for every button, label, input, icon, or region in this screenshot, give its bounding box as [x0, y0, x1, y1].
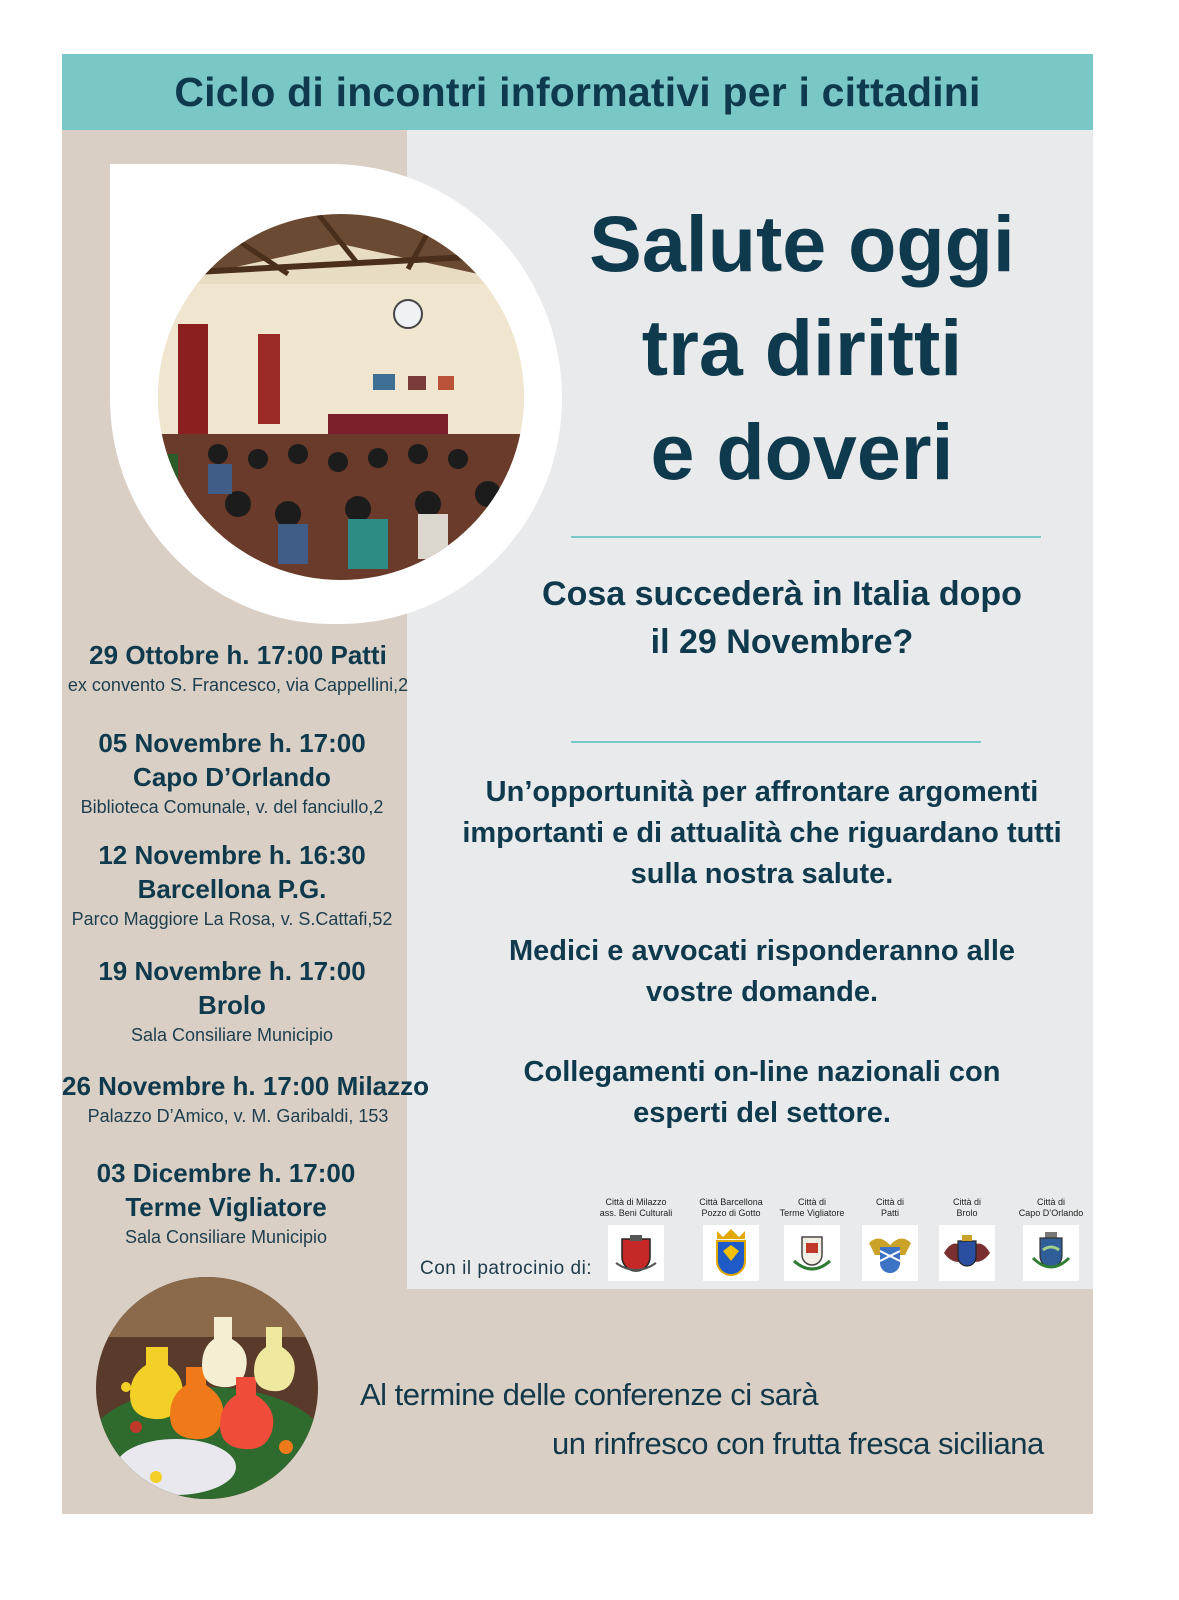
event-venue: ex convento S. Francesco, via Cappellini,2 — [67, 675, 409, 695]
sponsor-logo-capo-dorlando — [1009, 1197, 1093, 1281]
fruit-drinks-photo — [96, 1277, 318, 1499]
event-city: Terme Vigliatore — [125, 1192, 327, 1222]
terme-vigliatore-crest-icon — [784, 1225, 840, 1281]
brolo-crest-icon — [939, 1225, 995, 1281]
event-city: Capo D’Orlando — [133, 762, 331, 792]
refreshment-line-2: un rinfresco con frutta fresca siciliana — [552, 1426, 1044, 1461]
event-date: 26 Novembre h. 17:00 Milazzo — [62, 1071, 430, 1101]
event-item — [62, 954, 408, 1048]
header-title: Ciclo di incontri informativi per i cittadini — [174, 68, 981, 115]
sponsor-logo-brolo — [925, 1197, 1009, 1281]
description-paragraph: Collegamenti on-line nazionali con esperti del settore. — [523, 1056, 1001, 1129]
barcellona-crest-icon — [703, 1225, 759, 1281]
logo-caption: Città di Milazzo ass. Beni Culturali — [599, 1197, 673, 1218]
event-venue: Parco Maggiore La Rosa, v. S.Cattafi,52 — [71, 909, 393, 929]
logo-caption: Città Barcellona Pozzo di Gotto — [699, 1197, 763, 1218]
description-paragraph: Un’opportunità per affrontare argomenti importanti e di attualità che riguardano tutti sulla nostra salute. — [462, 776, 1062, 890]
event-item — [62, 1156, 402, 1250]
divider — [571, 741, 981, 743]
sponsor-logo-barcellona — [689, 1197, 773, 1281]
event-venue: Sala Consiliare Municipio — [130, 1025, 334, 1045]
patti-crest-icon — [862, 1225, 918, 1281]
event-date: 03 Dicembre h. 17:00 — [96, 1158, 356, 1188]
milazzo-crest-icon — [608, 1225, 664, 1281]
question-text: Cosa succederà in Italia dopo il 29 Novembre? — [542, 575, 1022, 661]
header-banner — [62, 54, 1093, 130]
description-paragraph: Medici e avvocati risponderanno alle vostre domande. — [508, 935, 1016, 1008]
event-venue: Palazzo D’Amico, v. M. Garibaldi, 153 — [87, 1106, 389, 1126]
patronage-label: Con il patrocinio di: — [420, 1258, 593, 1279]
event-date: 05 Novembre h. 17:00 — [98, 728, 366, 758]
event-item — [62, 638, 414, 698]
title-line: tra diritti — [641, 303, 963, 392]
event-item — [62, 726, 408, 820]
main-title — [532, 192, 1072, 504]
event-item — [62, 838, 408, 932]
logo-caption: Città di Patti — [875, 1197, 904, 1218]
poster — [62, 54, 1093, 1514]
event-item — [62, 1069, 430, 1129]
logo-caption: Città di Capo D’Orlando — [1018, 1197, 1084, 1218]
event-city: Barcellona P.G. — [137, 874, 327, 904]
title-line: e doveri — [650, 407, 954, 496]
event-date: 19 Novembre h. 17:00 — [98, 956, 366, 986]
event-city: Brolo — [198, 990, 266, 1020]
capo-dorlando-crest-icon — [1023, 1225, 1079, 1281]
event-venue: Sala Consiliare Municipio — [124, 1227, 328, 1247]
divider — [571, 536, 1041, 538]
refreshment-line-1: Al termine delle conferenze ci sarà — [360, 1377, 819, 1412]
sponsor-logo-milazzo — [594, 1197, 678, 1281]
meeting-hall-photo — [158, 214, 524, 580]
sponsor-logo-patti — [848, 1197, 932, 1281]
sponsor-logo-terme-vigliatore — [770, 1197, 854, 1281]
event-date: 12 Novembre h. 16:30 — [98, 840, 366, 870]
event-date: 29 Ottobre h. 17:00 Patti — [89, 640, 387, 670]
title-line: Salute oggi — [589, 199, 1015, 288]
logo-caption: Città di Terme Vigliatore — [779, 1197, 845, 1218]
event-venue: Biblioteca Comunale, v. del fanciullo,2 — [80, 797, 384, 817]
logo-caption: Città di Brolo — [952, 1197, 981, 1218]
